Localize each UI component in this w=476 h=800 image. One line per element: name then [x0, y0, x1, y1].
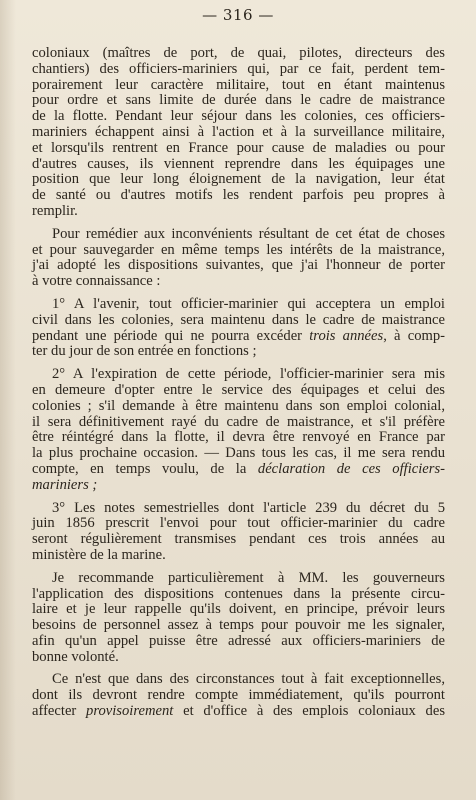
- text-line: 3° Les notes semestrielles dont l'article 239 du décret du 5: [52, 499, 445, 516]
- text-line: de santé ou d'autres motifs les rendent parfois peu propres à: [32, 187, 445, 204]
- paragraph: [32, 227, 445, 290]
- text-line: 2° A l'expiration de cette période, l'officier-marinier sera mis: [52, 366, 445, 383]
- text-line: de la flotte. Pendant leur séjour dans les colonies, ces officiers-: [32, 108, 445, 125]
- text-line: ministère de la marine.: [32, 546, 166, 563]
- text-line: position que leur long éloignement de la navigation, leur état: [32, 171, 445, 188]
- text-run: pendant une période qui ne pourra excéder: [32, 327, 303, 344]
- text-line: j'ai adopté les dispositions suivantes, que j'ai l'honneur de porter: [32, 257, 445, 274]
- text-line: [32, 329, 445, 345]
- text-line: mariniers échappent ainsi à l'action et à la surveillance militaire,: [32, 123, 445, 140]
- text-line: seront régulièrement transmises pendant ces trois années au: [32, 531, 445, 548]
- text-line: civil dans les colonies, sera maintenu dans le cadre de maistrance: [32, 311, 445, 328]
- text-line: coloniaux (maîtres de port, de quai, pilotes, directeurs des: [32, 45, 445, 61]
- paragraph: [32, 672, 445, 719]
- italic-run: trois années: [309, 327, 384, 344]
- text-line: Pour remédier aux inconvénients résultant de cet état de choses: [52, 225, 445, 242]
- text-line: l'application des dispositions contenues dans la présente circu-: [32, 585, 445, 602]
- paragraph: [32, 46, 445, 220]
- italic-run: provisoirement: [86, 703, 174, 720]
- italic-run: déclaration de ces officiers-: [257, 460, 445, 477]
- paragraph: [32, 367, 445, 493]
- text-line: il sera définitivement rayé du cadre de maistrance, et s'il préfère: [32, 413, 445, 430]
- text-line: juin 1856 prescrit l'envoi pour tout officier-marinier du cadre: [32, 515, 445, 532]
- text-line: laire et je leur rappelle qu'ils doivent, en principe, prévoir leurs: [32, 601, 445, 618]
- text-line: à votre connaissance :: [32, 273, 161, 290]
- document-body: [32, 46, 445, 720]
- text-line: Ce n'est que dans des circonstances tout à fait exceptionnelles,: [52, 671, 445, 688]
- text-line: mariniers ;: [32, 476, 98, 493]
- text-line: besoins de personnel assez à temps pour pouvoir me les signaler,: [32, 617, 445, 634]
- text-line: bonne volonté.: [32, 648, 119, 665]
- text-run: et d'office à des emplois coloniaux des: [183, 703, 445, 720]
- text-line: pour ordre et sans limite de durée dans le cadre de maistrance: [32, 92, 445, 109]
- text-line: être réintégré dans la flotte, il devra être renvoyé en France par: [32, 429, 445, 446]
- text-line: ter du jour de son entrée en fonctions ;: [32, 343, 257, 360]
- paragraph: [32, 501, 445, 564]
- text-line: d'autres causes, ils viennent reprendre dans les équipages une: [32, 155, 445, 172]
- text-line: en demeure d'opter entre le service des équipages et celui des: [32, 381, 445, 398]
- text-run: compte, en temps voulu, de la: [32, 460, 247, 477]
- text-line: 1° A l'avenir, tout officier-marinier qui acceptera un emploi: [52, 295, 445, 312]
- text-line: et pour sauvegarder en même temps les intérêts de la maistrance,: [32, 241, 445, 258]
- text-line: colonies ; s'il demande à être maintenu dans son emploi colonial,: [32, 397, 445, 414]
- text-run: affecter: [32, 703, 77, 720]
- text-line: chantiers) des officiers-mariniers qui, par ce fait, perdent tem-: [32, 60, 445, 77]
- paragraph: [32, 571, 445, 666]
- text-line: dont ils devront rendre compte immédiatement, qu'ils pourront: [32, 687, 445, 704]
- page-number: — 316 —: [202, 6, 274, 24]
- text-line: [32, 462, 445, 478]
- text-run: , à comp-: [383, 327, 445, 344]
- text-line: [32, 704, 445, 720]
- text-line: la plus prochaine occasion. — Dans tous les cas, il me sera rendu: [32, 445, 445, 462]
- paragraph: [32, 297, 445, 360]
- text-line: remplir.: [32, 202, 78, 219]
- text-line: afin qu'un appel puisse être adressé aux officiers-mariniers de: [32, 632, 445, 649]
- text-line: Je recommande particulièrement à MM. les gouverneurs: [52, 569, 445, 586]
- text-line: porairement leur caractère militaire, tout en étant maintenus: [32, 76, 445, 93]
- text-line: et lorsqu'ils rentrent en France pour cause de maladies ou pour: [32, 139, 445, 156]
